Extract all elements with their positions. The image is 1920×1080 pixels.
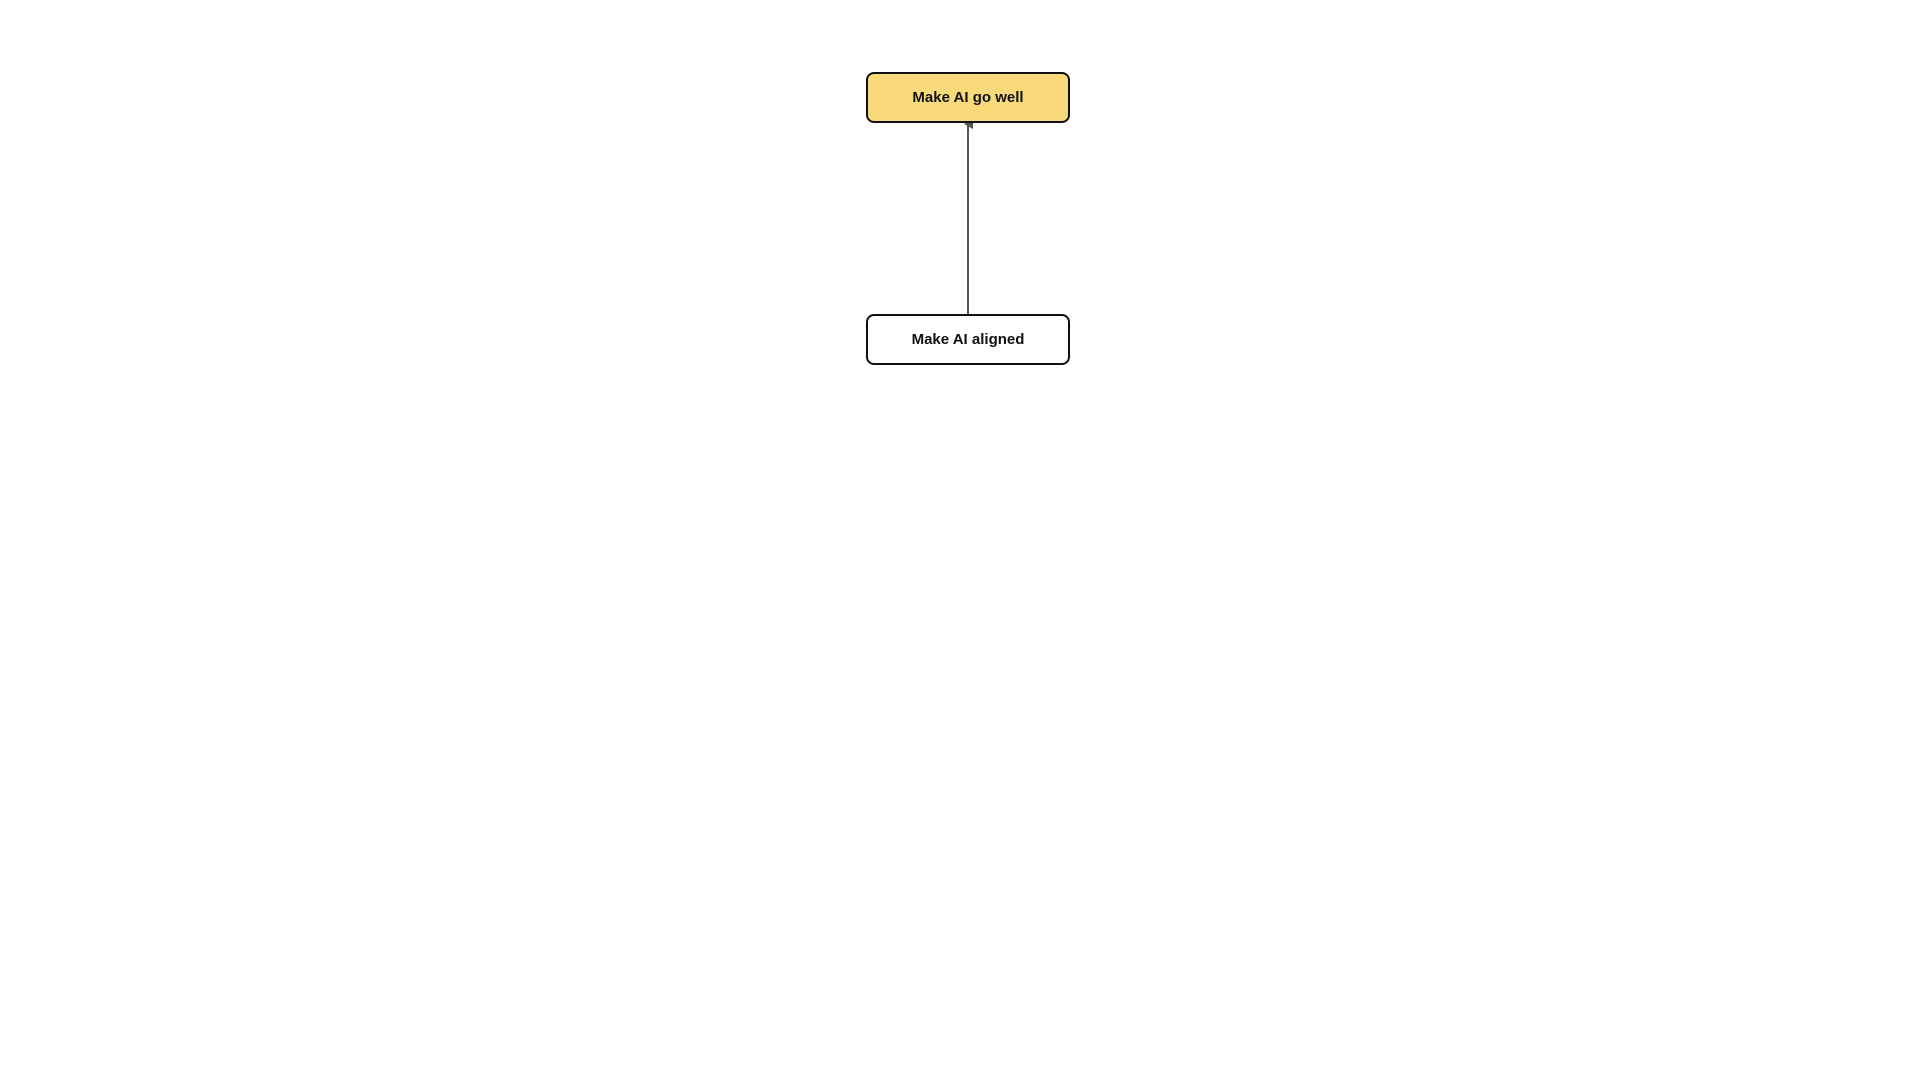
node-make-ai-aligned[interactable]: Make AI aligned [866, 314, 1070, 365]
node-make-ai-go-well[interactable]: Make AI go well [866, 72, 1070, 123]
